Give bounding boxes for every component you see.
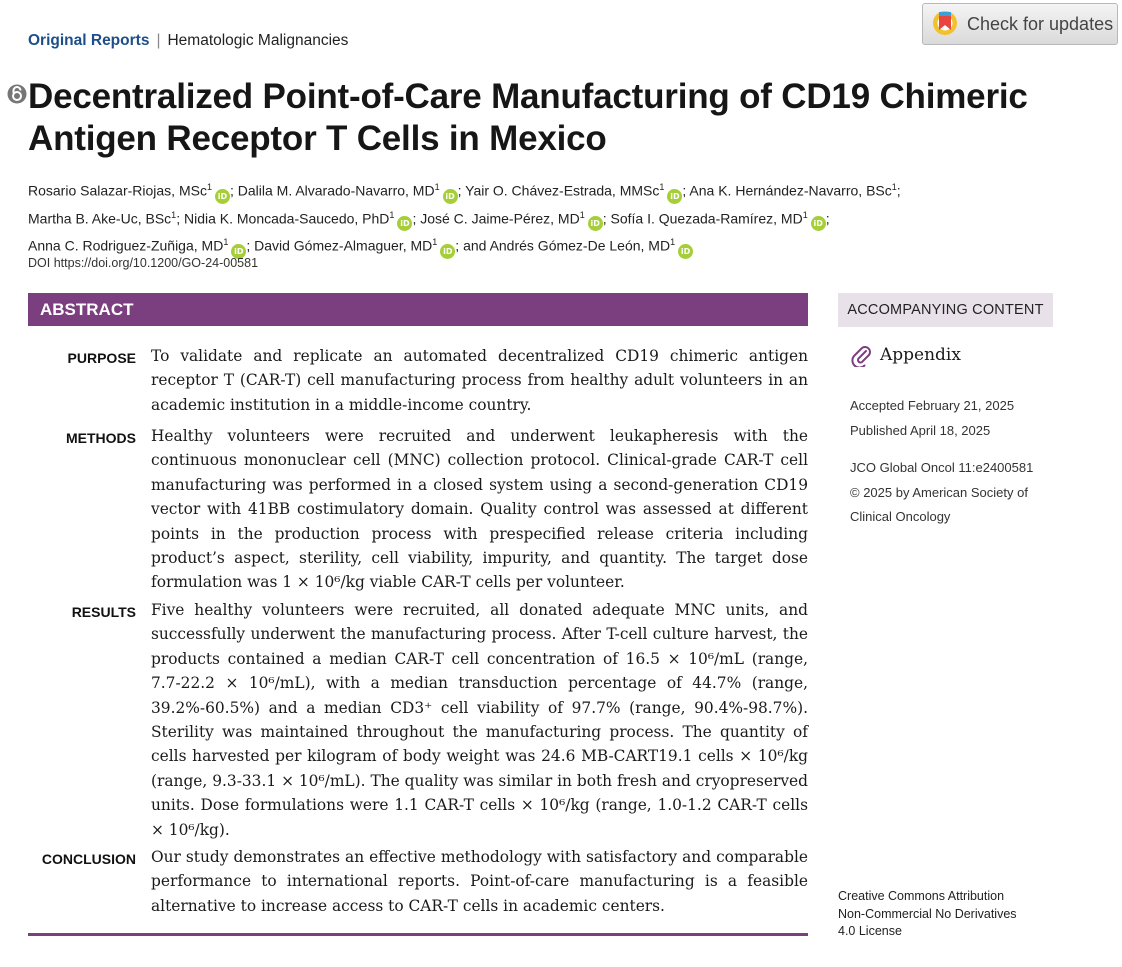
subcategory-label[interactable]: Hematologic Malignancies	[167, 32, 349, 49]
author-separator: ;	[825, 210, 830, 227]
author-separator: ; and	[455, 237, 487, 254]
doi-line	[28, 256, 258, 270]
section-label-conclusion: CONCLUSION	[41, 851, 136, 867]
crossmark-icon	[931, 9, 959, 39]
section-text-conclusion: Our study demonstrates an effective methodology with satisfactory and comparable performance to international reports. Point-of-care manufacturing is a feasible alternative to increase access to CAR-T cells in academic centers.	[151, 848, 808, 915]
author-name: Martha B. Ake-Uc, BSc	[28, 210, 172, 227]
publication-dates	[850, 394, 1014, 443]
orcid-icon[interactable]: iD	[678, 244, 693, 259]
author-affiliation: 1	[670, 237, 676, 248]
author-list	[28, 176, 1098, 259]
author-name: Andrés Gómez-De León, MD	[489, 237, 671, 254]
license-info[interactable]	[838, 888, 1017, 941]
orcid-icon[interactable]: iD	[588, 216, 603, 231]
journal-info	[850, 456, 1033, 530]
accompanying-content-heading: ACCOMPANYING CONTENT	[838, 293, 1053, 327]
orcid-icon[interactable]: iD	[440, 244, 455, 259]
author-separator: ;	[229, 182, 234, 199]
journal-reference: JCO Global Oncol 11:e2400581	[850, 460, 1034, 475]
author-affiliation: 1	[802, 209, 808, 220]
author-affiliation: 1	[171, 209, 177, 220]
orcid-icon[interactable]: iD	[667, 189, 682, 204]
copyright-line-2: Clinical Oncology	[850, 509, 951, 524]
check-for-updates-label: Check for updates	[967, 13, 1114, 34]
author-affiliation: 1	[659, 182, 665, 192]
category-label[interactable]: Original Reports	[28, 32, 150, 49]
author-separator: ;	[896, 182, 901, 199]
appendix-link[interactable]	[850, 343, 961, 367]
published-date: Published April 18, 2025	[850, 422, 991, 438]
author-affiliation: 1	[206, 182, 212, 192]
author-separator: ;	[682, 182, 687, 199]
author-affiliation: 1	[434, 182, 440, 192]
abstract-heading: ABSTRACT	[28, 293, 808, 326]
orcid-icon[interactable]: iD	[397, 216, 412, 231]
author-name: Sofía I. Quezada-Ramírez, MD	[610, 210, 803, 227]
author-name: Anna C. Rodriguez-Zuñiga, MD	[28, 237, 224, 254]
category-separator: |	[156, 32, 161, 49]
section-text-methods: Healthy volunteers were recruited and underwent leukapheresis with the continuous mononuclear cell (MNC) collection protocol. Clinical-grade CAR-T cell manufacturing was performed in a closed system using a second-generation CD19 vector with 41BB costimulatory domain. Quality control was assessed at different points in the production process with prespecified release criteria including product’s aspect, sterility, cell viability, impurity, and quantity. The target dose formulation was 1 × 10⁶/kg viable CAR-T cells per volunteer.	[151, 427, 808, 592]
author-affiliation: 1	[432, 237, 438, 248]
author-name: Yair O. Chávez-Estrada, MMSc	[465, 182, 660, 199]
doi-label: DOI	[28, 256, 51, 270]
author-separator: ;	[457, 182, 462, 199]
doi-link[interactable]: https://doi.org/10.1200/GO-24-00581	[53, 256, 259, 270]
section-label-purpose: PURPOSE	[67, 350, 136, 366]
orcid-icon[interactable]: iD	[215, 189, 230, 204]
author-affiliation: 1	[891, 182, 897, 192]
license-line-2: Non-Commercial No Derivatives	[838, 906, 1017, 921]
author-separator: ;	[176, 210, 181, 227]
license-line-1: Creative Commons Attribution	[838, 889, 1005, 903]
copyright-line-1: © 2025 by American Society of	[850, 484, 1028, 500]
author-affiliation: 1	[579, 209, 585, 220]
author-name: David Gómez-Almaguer, MD	[254, 237, 433, 254]
author-name: Ana K. Hernández-Navarro, BSc	[689, 182, 892, 199]
orcid-icon[interactable]: iD	[443, 189, 458, 204]
abstract-bottom-rule	[28, 933, 808, 936]
section-text-purpose: To validate and replicate an automated decentralized CD19 chimeric antigen receptor T (CAR-T) cell manufacturing process from healthy adult volunteers in an academic institution in a middle-income country.	[151, 347, 808, 414]
open-access-icon	[7, 84, 27, 104]
article-title: Decentralized Point-of-Care Manufacturing of CD19 Chimeric Antigen Receptor T Cells in Mexico	[28, 77, 1028, 158]
orcid-icon[interactable]: iD	[231, 244, 246, 259]
author-name: Rosario Salazar-Riojas, MSc	[28, 182, 207, 199]
author-separator: ;	[602, 210, 607, 227]
author-name: José C. Jaime-Pérez, MD	[420, 210, 580, 227]
paperclip-icon	[850, 343, 872, 367]
section-label-methods: METHODS	[66, 430, 136, 446]
article-category	[28, 32, 348, 50]
author-name: Dalila M. Alvarado-Navarro, MD	[237, 182, 435, 199]
license-line-3: 4.0 License	[838, 924, 902, 938]
check-for-updates-button[interactable]	[922, 3, 1118, 45]
accepted-date: Accepted February 21, 2025	[850, 398, 1015, 413]
section-label-results: RESULTS	[71, 604, 136, 620]
author-affiliation: 1	[389, 209, 395, 220]
author-affiliation: 1	[223, 237, 229, 248]
section-text-results: Five healthy volunteers were recruited, all donated adequate MNC units, and successfully underwent the manufacturing process. After T-cell culture harvest, the products contained a median CAR-T cell concentration of 16.5 × 10⁶/mL (range, 7.7-22.2 × 10⁶/mL), with a median transduction percentage of 44.7% (range, 39.2%-60.5%) and a median CD3⁺ cell viability of 97.7% (range, 90.4%-98.7%). Sterility was maintained throughout the manufacturing process. The quantity of cells harvested per kilogram of body weight was 24.6 MB-CART19.1 cells × 10⁶/kg (range, 9.3-33.1 × 10⁶/mL). The quality was similar in both fresh and cryopreserved units. Dose formulations were 1.1 CAR-T cells × 10⁶/kg (range, 1.0-1.2 CAR-T cells × 10⁶/kg).	[151, 601, 808, 839]
orcid-icon[interactable]: iD	[811, 216, 826, 231]
author-name: Nidia K. Moncada-Saucedo, PhD	[183, 210, 390, 227]
author-separator: ;	[246, 237, 251, 254]
author-separator: ;	[412, 210, 417, 227]
appendix-label: Appendix	[880, 345, 961, 365]
